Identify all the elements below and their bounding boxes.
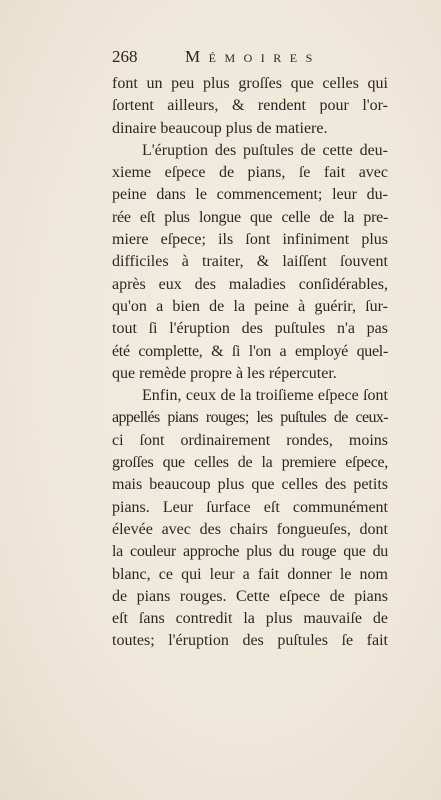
text-line: été complette, & ſi l'on a employé quel- (112, 342, 388, 360)
page-number: 268 (112, 47, 138, 66)
text-line: que remède propre à les répercuter. (112, 364, 337, 382)
text-line: la couleur approche plus du rouge que du (112, 543, 388, 561)
text-line: dinaire beaucoup plus de matiere. (112, 119, 328, 137)
running-title: Mémoires (185, 47, 321, 66)
text-line: toutes; l'éruption des puſtules ſe fait (112, 632, 388, 650)
text-line: xieme eſpece de pians, ſe fait avec (112, 164, 388, 182)
body-text (112, 73, 388, 653)
text-line: difficiles à traiter, & laiſſent ſouvent (112, 253, 388, 271)
text-line: ci ſont ordinairement rondes, moins (112, 431, 388, 449)
text-line: miere eſpece; ils ſont infiniment plus (112, 231, 388, 249)
running-head (112, 47, 372, 71)
text-line: de pians rouges. Cette eſpece de pians (112, 587, 388, 605)
text-line: Enfin, ceux de la troiſieme eſpece ſont (142, 387, 388, 405)
text-line: élevée avec des chairs fongueuſes, dont (112, 520, 388, 538)
text-line: mais beaucoup plus que celles des petits (112, 476, 388, 494)
text-line: appellés pians rouges; les puſtules de ceux- (112, 409, 388, 427)
text-line: pians. Leur ſurface eſt communément (112, 498, 388, 516)
text-line: qu'on a bien de la peine à guérir, ſur- (112, 297, 388, 315)
text-line: ſortent ailleurs, & rendent pour l'or- (112, 97, 388, 115)
text-line: groſſes que celles de la premiere eſpece, (112, 454, 388, 472)
text-line: eſt ſans contredit la plus mauvaiſe de (112, 610, 388, 628)
text-line: rée eſt plus longue que celle de la pre- (112, 208, 388, 226)
text-line: font un peu plus groſſes que celles qui (112, 75, 388, 92)
text-line: L'éruption des puſtules de cette deu- (142, 141, 388, 159)
text-line: blanc, ce qui leur a fait donner le nom (112, 565, 388, 583)
text-line: après eux des maladies conſidérables, (112, 275, 388, 293)
text-line: tout ſi l'éruption des puſtules n'a pas (112, 320, 388, 338)
text-line: peine dans le commencement; leur du- (112, 186, 388, 204)
